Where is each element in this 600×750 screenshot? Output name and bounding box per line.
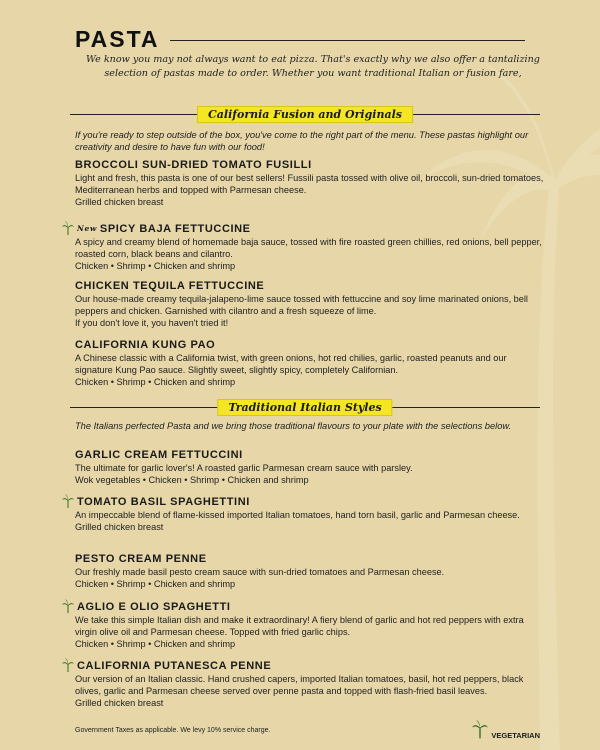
page-title: PASTA: [75, 26, 160, 52]
vegetarian-icon: [62, 494, 74, 508]
new-badge: New: [77, 224, 97, 233]
vegetarian-legend-label: VEGETARIAN: [491, 731, 540, 740]
menu-item: [75, 158, 545, 208]
vegetarian-legend: [472, 718, 540, 740]
menu-item-description: The ultimate for garlic lover's! A roasted garlic Parmesan cream sauce with parsley.: [75, 463, 413, 473]
vegetarian-icon: [62, 221, 74, 235]
menu-item-options: If you don't love it, you haven't tried it!: [75, 318, 229, 328]
menu-item-description: Our house-made creamy tequila-jalapeno-lime sauce tossed with fettuccine and soy lime marinated onions, bell peppers and chicken. Garnished with cilantro and a fresh squeeze of lime.: [75, 294, 528, 316]
section-heading-label: California Fusion and Originals: [197, 106, 413, 123]
menu-item-options: Chicken • Shrimp • Chicken and shrimp: [75, 377, 236, 387]
menu-item: [75, 552, 545, 590]
menu-item: [62, 599, 545, 650]
menu-item: [75, 279, 545, 329]
menu-item-options: Grilled chicken breast: [75, 522, 164, 532]
menu-item-description: We take this simple Italian dish and make it extraordinary! A fiery blend of garlic and hot red peppers with extra virgin olive oil and Parmesan cheese. Topped with fried garlic chips.: [75, 615, 524, 637]
menu-item-name: CHICKEN TEQUILA FETTUCCINE: [75, 280, 265, 292]
menu-item-options: Grilled chicken breast: [75, 197, 164, 207]
menu-item-description: A spicy and creamy blend of homemade baja sauce, tossed with fire roasted green chillies, red onions, bell pepper, roasted corn, black beans and cilantro.: [75, 237, 542, 259]
menu-item: [75, 338, 545, 388]
menu-item-options: Wok vegetables • Chicken • Shrimp • Chicken and shrimp: [75, 475, 309, 485]
section-description: If you're ready to step outside of the box, you've come to the right part of the menu. These pastas highlight our creativity and desire to have fun with our food!: [75, 130, 529, 152]
menu-item-name: CALIFORNIA PUTANESCA PENNE: [77, 660, 272, 672]
menu-item-name: SPICY BAJA FETTUCCINE: [99, 223, 251, 235]
menu-item: [75, 448, 545, 486]
menu-item-name: GARLIC CREAM FETTUCCINI: [75, 449, 243, 461]
footer-taxes-note: Government Taxes as applicable. We levy 10% service charge.: [75, 727, 271, 734]
vegetarian-icon: [472, 718, 488, 740]
menu-item-description: An impeccable blend of flame-kissed imported Italian tomatoes, hand torn basil, garlic and Parmesan cheese.: [75, 510, 520, 520]
menu-item: [62, 494, 545, 533]
menu-item-description: A Chinese classic with a California twist, with green onions, hot red chilies, garlic, roasted peanuts and our signature Kung Pao sauce. Slightly sweet, slightly spicy, completely Californian.: [75, 353, 507, 375]
vegetarian-icon: [62, 599, 74, 613]
menu-item-description: Our freshly made basil pesto cream sauce with sun-dried tomatoes and Parmesan cheese.: [75, 567, 445, 577]
menu-item-description: Our version of an Italian classic. Hand crushed capers, imported Italian tomatoes, basil, hot red peppers, black olives, garlic and Parmesan cheese served over penne pasta and topped with flash-fried basil leaves.: [75, 674, 524, 696]
menu-item-options: Chicken • Shrimp • Chicken and shrimp: [75, 579, 236, 589]
title-divider: [170, 40, 525, 41]
menu-item-options: Chicken • Shrimp • Chicken and shrimp: [75, 639, 236, 649]
section-heading-label: Traditional Italian Styles: [217, 399, 392, 416]
menu-item-name: BROCCOLI SUN-DRIED TOMATO FUSILLI: [75, 159, 312, 171]
menu-item-name: TOMATO BASIL SPAGHETTINI: [77, 496, 250, 508]
menu-item: [62, 658, 545, 709]
section-description: The Italians perfected Pasta and we bring those traditional flavours to your plate with the selections below.: [75, 421, 512, 431]
menu-item-description: Light and fresh, this pasta is one of our best sellers! Fussili pasta tossed with olive oil, broccoli, sun-dried tomatoes, Mediterranean herbs and topped with Parmesan cheese.: [75, 173, 544, 195]
section-heading-fusion: [70, 106, 540, 122]
section-heading-traditional: [70, 399, 540, 415]
menu-item-options: Chicken • Shrimp • Chicken and shrimp: [75, 261, 236, 271]
menu-item-options: Grilled chicken breast: [75, 698, 164, 708]
menu-item-name: CALIFORNIA KUNG PAO: [75, 339, 216, 351]
menu-item-name: AGLIO E OLIO SPAGHETTI: [77, 601, 231, 613]
menu-item-name: PESTO CREAM PENNE: [75, 553, 207, 565]
menu-intro: We know you may not always want to eat pizza. That's exactly why we also offer a tantalizing selection of pastas made to order. Whether you want traditional Italian or fusion fare,: [86, 54, 540, 79]
vegetarian-icon: [62, 658, 74, 672]
menu-item: [62, 221, 545, 272]
